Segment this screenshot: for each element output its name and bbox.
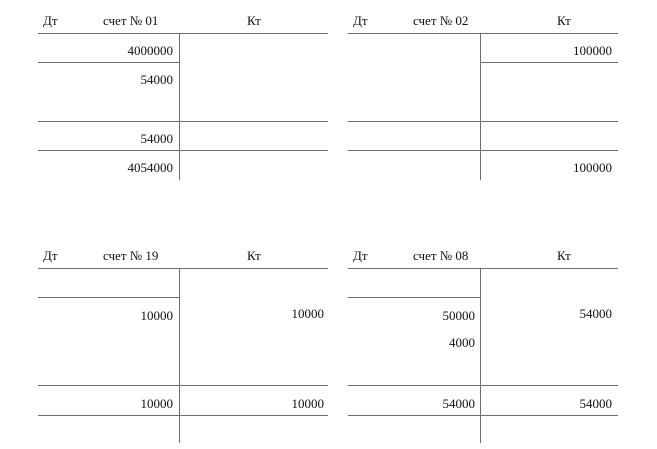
credit-label: Кт	[557, 248, 571, 263]
debit-entry: 4000	[449, 335, 475, 350]
account-title: счет № 01	[103, 13, 159, 28]
debit-closing-balance: 4054000	[127, 160, 173, 175]
credit-turnover: 10000	[291, 396, 324, 411]
debit-label: Дт	[353, 248, 368, 263]
opening-balance-rule	[38, 62, 179, 63]
debit-turnover: 54000	[442, 396, 475, 411]
debit-label: Дт	[43, 248, 58, 263]
center-rule	[179, 268, 180, 443]
closing-rule	[348, 415, 618, 416]
credit-label: Кт	[557, 13, 571, 28]
center-rule	[179, 33, 180, 180]
center-rule	[480, 33, 481, 180]
account-title: счет № 02	[413, 13, 469, 28]
credit-entry: 10000	[291, 306, 324, 321]
debit-label: Дт	[43, 13, 58, 28]
debit-opening-balance: 4000000	[127, 43, 173, 58]
debit-entry: 10000	[140, 308, 173, 323]
center-rule	[480, 268, 481, 443]
debit-entry: 54000	[140, 72, 173, 87]
header-rule	[38, 268, 328, 269]
credit-opening-balance: 100000	[573, 43, 612, 58]
credit-label: Кт	[247, 13, 261, 28]
debit-turnover: 10000	[140, 396, 173, 411]
turnover-rule	[38, 385, 328, 386]
header-rule	[348, 33, 618, 34]
turnover-rule	[348, 121, 618, 122]
opening-balance-rule	[480, 62, 618, 63]
credit-closing-balance: 100000	[573, 160, 612, 175]
header-rule	[38, 33, 328, 34]
turnover-rule	[38, 121, 328, 122]
account-title: счет № 08	[413, 248, 469, 263]
credit-entry: 54000	[579, 306, 612, 321]
turnover-rule	[348, 385, 618, 386]
credit-label: Кт	[247, 248, 261, 263]
closing-rule	[348, 150, 618, 151]
debit-label: Дт	[353, 13, 368, 28]
account-title: счет № 19	[103, 248, 159, 263]
opening-balance-rule	[38, 297, 179, 298]
opening-balance-rule	[348, 297, 480, 298]
closing-rule	[38, 415, 328, 416]
debit-entry: 50000	[442, 308, 475, 323]
closing-rule	[38, 150, 328, 151]
debit-turnover: 54000	[140, 131, 173, 146]
credit-turnover: 54000	[579, 396, 612, 411]
header-rule	[348, 268, 618, 269]
